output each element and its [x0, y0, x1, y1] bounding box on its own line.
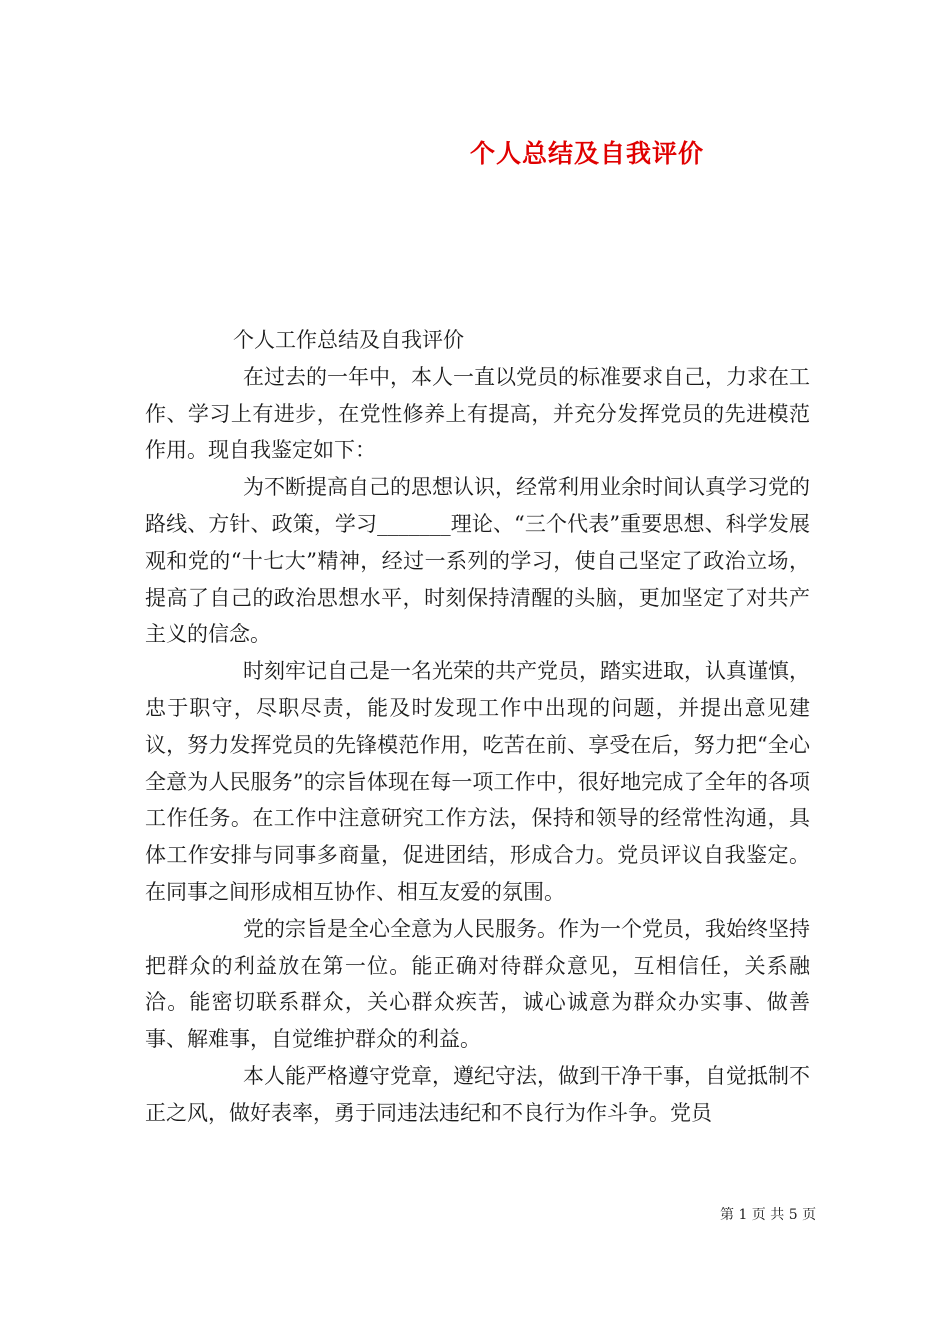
page-title: 个人总结及自我评价 — [470, 139, 705, 168]
paragraph-study: 为不断提高自己的思想认识，经常利用业余时间认真学习党的路线、方针、政策，学习_______理论、“三个代表”重要思想、科学发展观和党的“十七大”精神，经过一系列的学习，使自己坚定了政治立场，提高了自己的政治思想水平，时刻保持清醒的头脑，更加坚定了对共产主义的信念。 — [145, 475, 810, 647]
document-subtitle: 个人工作总结及自我评价 — [233, 328, 464, 352]
page-number: 第 1 页 共 5 页 — [720, 1207, 817, 1223]
paragraph-intro: 在过去的一年中，本人一直以党员的标准要求自己，力求在工作、学习上有进步，在党性修养上有提高，并充分发挥党员的先进模范作用。现自我鉴定如下： — [145, 364, 810, 463]
paragraph-discipline: 本人能严格遵守党章，遵纪守法，做到干净干事，自觉抵制不正之风，做好表率，勇于同违法违纪和不良行为作斗争。党员 — [145, 1063, 810, 1125]
paragraph-service: 党的宗旨是全心全意为人民服务。作为一个党员，我始终坚持把群众的利益放在第一位。能正确对待群众意见，互相信任，关系融洽。能密切联系群众，关心群众疾苦，诚心诚意为群众办实事、做善事、解难事，自觉维护群众的利益。 — [145, 916, 810, 1052]
paragraph-work: 时刻牢记自己是一名光荣的共产党员，踏实进取，认真谨慎，忠于职守，尽职尽责，能及时发现工作中出现的问题，并提出意见建议，努力发挥党员的先锋模范作用，吃苦在前、享受在后，努力把“全心全意为人民服务”的宗旨体现在每一项工作中，很好地完成了全年的各项工作任务。在工作中注意研究工作方法，保持和领导的经常性沟通，具体工作安排与同事多商量，促进团结，形成合力。党员评议自我鉴定。在同事之间形成相互协作、相互友爱的氛围。 — [145, 659, 810, 904]
document-body — [145, 322, 810, 1132]
